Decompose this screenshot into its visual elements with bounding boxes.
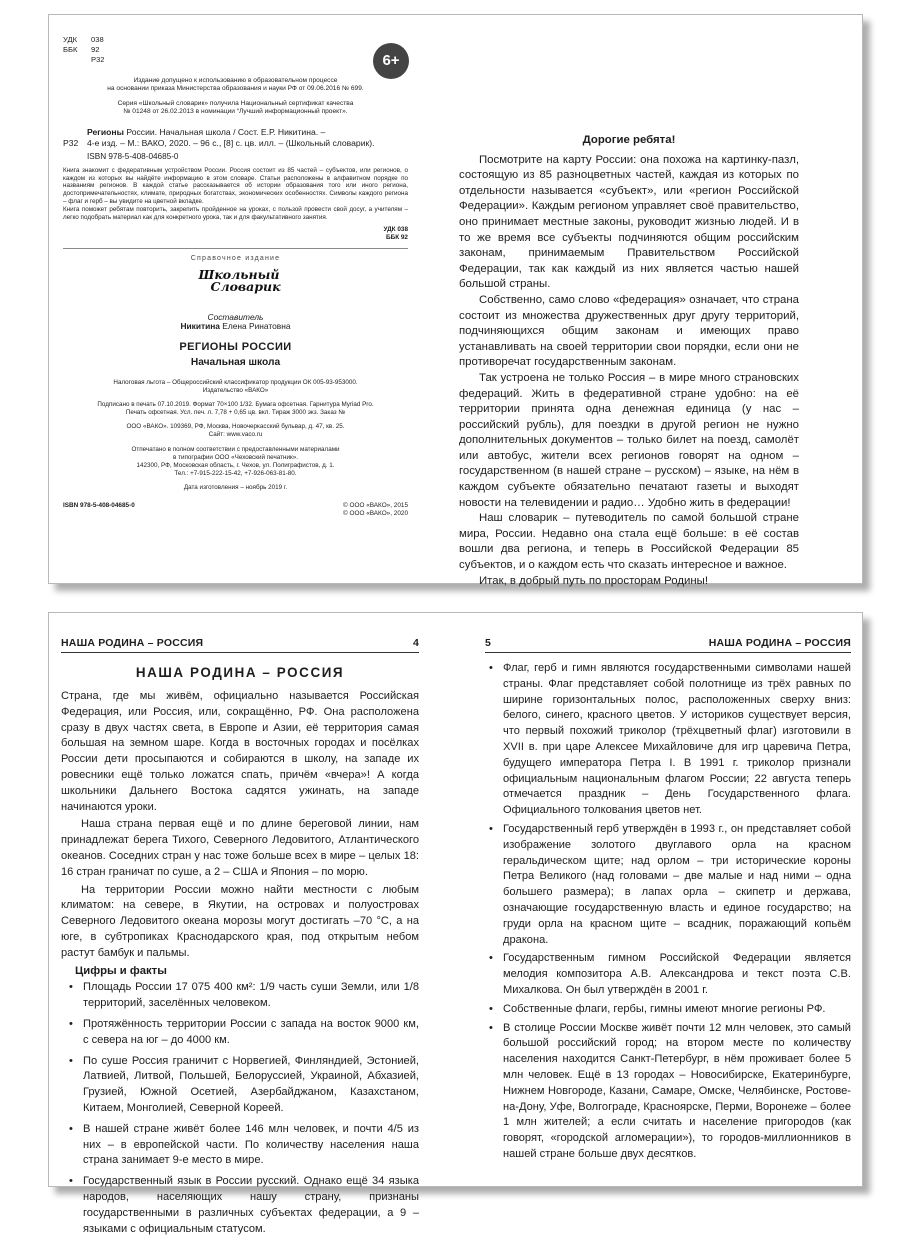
page-number: 4 (412, 637, 419, 649)
technical-info (63, 379, 408, 492)
foreword-page (459, 133, 799, 589)
author-sign-row: Р32 (91, 55, 105, 64)
author-sign: Р32 (63, 137, 79, 148)
list-item: • Флаг, герб и гимн являются государственными символами нашей страны. Флаг представляет собой полотнище из трёх равных по ширине горизонтальных полос, расположенных сверху вниз: белого, синего, красного цветов. У историков существует версия, что первый похожий триколор (трёхцветный флаг) изготовили в XVII в. при царе Алексее Михайловиче для игр царевича Петра, будущего императора Петра I. В 1991 г. триколор признали официальным национальным флагом России; 22 августа теперь отмечается праздник – День Государственного флага. Официального толкования цветов нет. (485, 661, 851, 819)
udk-bbk-right: УДК 038 ББК 92 (383, 225, 408, 241)
book-subtitle: Начальная школа (190, 356, 281, 368)
compiler-name: Никитина Елена Ринатовна (180, 321, 291, 332)
foreword-paragraph: Посмотрите на карту России: она похожа на картинку-пазл, состоящую из 85 разноцветных частей, каждая из которых по отдельности называется «субъект», или «регион Российской Федерации». Каждым регионом управляет своё правительство, оно принимает местные законы, руководит жизнью людей. И в то же время все субъекты подчиняются общим российским законам, принимаемым Правительством Российской Федерации, так как каждый из них является частью нашей большой страны. (459, 153, 799, 291)
isbn-top: ISBN 978-5-408-04685-0 (87, 151, 179, 161)
bibliographic-entry (63, 127, 408, 149)
bbk-row: ББК 92 (63, 45, 100, 54)
udk-row: УДК 038 (63, 35, 104, 44)
divider (63, 248, 408, 249)
list-item: • Государственный язык в России русский. Однако ещё 34 языка народов, населяющих нашу страну, признаны государственными в различных субъектах федерации, а 9 – языками с официальным статусом. (61, 1174, 419, 1237)
section-title: НАША РОДИНА – РОССИЯ (135, 665, 345, 680)
facts-heading: Цифры и факты (75, 964, 167, 977)
list-item: • В столице России Москве живёт почти 12 млн человек, это самый большой российский город; на втором месте по количеству населения находится Санкт-Петербург, в нём проживает более 5 млн человек. Ещё в 13 городах – Новосибирске, Екатеринбурге, Нижнем Новгороде, Казани, Самаре, Омске, Челябинске, Ростове-на-Дону, Уфе, Волгограде, Красноярске, Перми, Воронеже – более 1 млн жителей; а если считать и население пригородов (как говорят, «городской агломерации»), то городов-миллионников в нашей стране больше двух десятков. (485, 1021, 851, 1163)
series-certificate-note: Серия «Школьный словарик» получила Национальный сертификат качества № 01248 от 26.02.2013 в номинации “Лучший информационный проект». (117, 99, 354, 116)
foreword-paragraph: Итак, в добрый путь по просторам Родины! (479, 574, 708, 587)
foreword-paragraph: Так устроена не только Россия – в мире много страновских федераций. Жить в федеративной стране удобно: на её территории принята одна денежная единица (у нас – российский рубль), для поездки в другой регион не нужно дополнительных документов – только билет на поезд, самолёт или автобус, жители всех регионов говорят на одном – государственном (в нашей стране – русском) – языке, на нём в каждом субъекте обязательно печатают газеты и выходят новости на телевидении и радио… Удобно жить в федерации! (459, 371, 799, 509)
page-5-text (485, 661, 851, 1163)
annotation: Книга знакомит с федеративным устройством России. Россия состоит из 85 частей – субъектов, или регионов, о каждом из которых вы найдёте информацию в этом словаре. Статьи расположены в алфавитном порядке по названиям регионов. В каждой статье рассказывается об истории образования того или иного региона, достопримечательностях, климате, природных богатствах, экономических особенностях. Символы каждого региона – флаг и герб – вы увидите на цветной вкладке. Книга поможет ребятам повторить, закрепить пройденное на уроках, с пользой провести свой досуг, а учителям – легко подобрать материал как для конкретного урока, так и для факультативного занятия. (63, 166, 408, 222)
paragraph: На территории России можно найти местности с любым климатом: на севере, в Якутии, на островах и полуостровах Северного Ледовитого океана морозы могут достигать –70 °С, а на юге, в субтропиках Краснодарского края, под открытым небом растут бамбук и пальмы. (61, 883, 419, 959)
list-item: • Государственным гимном Российской Федерации является мелодия композитора А.В. Александрова и текст поэта С.В. Михалкова. Он был утверждён в 2001 г. (485, 951, 851, 998)
page-number: 5 (485, 637, 492, 649)
bib-description: России. Начальная школа / Сост. Е.Р. Никитина. – 4-е изд. – М.: ВАКО, 2020. – 96 с., [8] с. цв. илл. – (Школьный словарик). (87, 126, 375, 148)
foreword-title: Дорогие ребята! (582, 134, 676, 146)
foreword-paragraph: Наш словарик – путеводитель по самой большой стране мира, России. Недавно она стала ещё больше: в её состав вошли два региона, и теперь в Российской Федерации 85 субъектов, и о каждом есть что сказать интересное и важное. (459, 512, 799, 572)
facts-list (61, 980, 419, 1237)
compiler-role: Составитель (207, 312, 264, 323)
paragraph: Наша страна первая ещё и по длине береговой линии, нам принадлежат берега Тихого, Северного Ледовитого, Атлантического океанов. Соседних стран у нас тоже больше всех в мире – целых 18: 16 стран граничат по суше, а 2 – США и Япония – по морю. (61, 818, 419, 878)
imprint-page (63, 35, 408, 518)
facts-list (485, 661, 851, 1163)
reference-edition-label: Справочное издание (190, 254, 281, 262)
udk-block (63, 35, 105, 65)
book-spread-top (48, 14, 863, 587)
list-item: • По суше Россия граничит с Норвегией, Финляндией, Эстонией, Латвией, Литвой, Польшей, Белоруссией, Украиной, Абхазией, Грузией, Южной Осетией, Азербайджаном, Казахстаном, Китаем, Монголией, Северной Кореей. (61, 1054, 419, 1117)
running-header (485, 637, 851, 653)
print-info: Подписано в печать 07.10.2019. Формат 70×100 1/32. Бумага офсетная. Гарнитура Myriad Pro. Печать офсетная. Усл. печ. л. 7,78 + 0,65 цв. вкл. Тираж 3000 экз. Заказ № (97, 401, 374, 417)
list-item: • Собственные флаги, гербы, гимны имеют многие регионы РФ. (485, 1002, 851, 1018)
list-item: • Государственный герб утверждён в 1993 г., он представляет собой изображение золотого двуглавого орла на красном геральдическом щите; над орлом – три исторические короны Петра Великого (над головами – две малые и над ними – одна большего размера); в лапах орла – скипетр и держава, означающие государственную власть и единое государство; на груди орла на красном щите – всадник, поражающий копьём дракона. (485, 822, 851, 948)
paragraph: Страна, где мы живём, официально называется Российская Федерация, или Россия, или, сокращённо, РФ. Она расположена сразу в двух частях света, в Европе и Азии, её территория самая большая на земном шаре. Когда в восточных городах и посёлках России дети просыпаются и собираются в школу, на западе их ровесники ещё только ложатся спать, причём «вчера»! А когда школьники Дальнего Востока садятся ужинать, на западе начинаются уроки. (61, 690, 419, 813)
age-rating-badge: 6+ (373, 43, 409, 79)
book-spread-bottom (48, 612, 863, 1235)
list-item: • Протяжённость территории России с запада на восток 9000 км, с севера на юг – до 4000 км. (61, 1017, 419, 1049)
list-item: • В нашей стране живёт более 146 млн человек, и почти 4/5 из них – в европейской части. По количеству населения наша страна занимает 9-е место в мире. (61, 1122, 419, 1169)
tax-info: Налоговая льгота – Общероссийский классификатор продукции ОК 005-93-953000. Издательство «ВАКО» (113, 378, 358, 395)
book-title: РЕГИОНЫ РОССИИ (179, 340, 292, 353)
foreword-paragraph: Собственно, само слово «федерация» означает, что страна состоит из множества дружественных друг другу территорий, подчиняющихся общим законам и имеющих право устанавливать на своей территории свои порядки, если они не противоречат государственным законам. (459, 293, 799, 369)
series-logo: Школьный Словарик (198, 267, 281, 295)
running-header (61, 637, 419, 653)
bib-title: Регионы (87, 126, 124, 137)
isbn-bottom: ISBN 978-5-408-04685-0 (63, 502, 135, 510)
running-title: НАША РОДИНА – РОССИЯ (61, 637, 204, 649)
running-title: НАША РОДИНА – РОССИЯ (708, 637, 851, 649)
list-item: • Площадь России 17 075 400 км²: 1/9 часть суши Земли, или 1/8 территорий, заселённых человеком. (61, 980, 419, 1012)
copyright: © ООО «ВАКО», 2015 © ООО «ВАКО», 2020 (343, 502, 408, 518)
bottom-line (63, 502, 408, 518)
page-5 (485, 637, 851, 1166)
manufacture-date: Дата изготовления – ноябрь 2019 г. (183, 483, 288, 491)
approval-note: Издание допущено к использованию в образовательном процессе на основании приказа Министерства образования и науки РФ от 09.06.2016 № 699. (107, 77, 364, 93)
printing-house-info: Отпечатано в полном соответствии с предоставленными материалами в типографии ООО «Чеховский печатник». 142300, РФ, Московская область, г. Чехов, ул. Полиграфистов, д. 1. Тел.: +7-915-222-15-42, +7-926-063-81-80. (131, 445, 340, 477)
publisher-info: ООО «ВАКО». 109369, РФ, Москва, Новочеркасский бульвар, д. 47, кв. 25. Сайт: www.vaco.ru (126, 423, 345, 439)
page-4 (61, 637, 419, 1242)
page-4-text (61, 689, 419, 1237)
